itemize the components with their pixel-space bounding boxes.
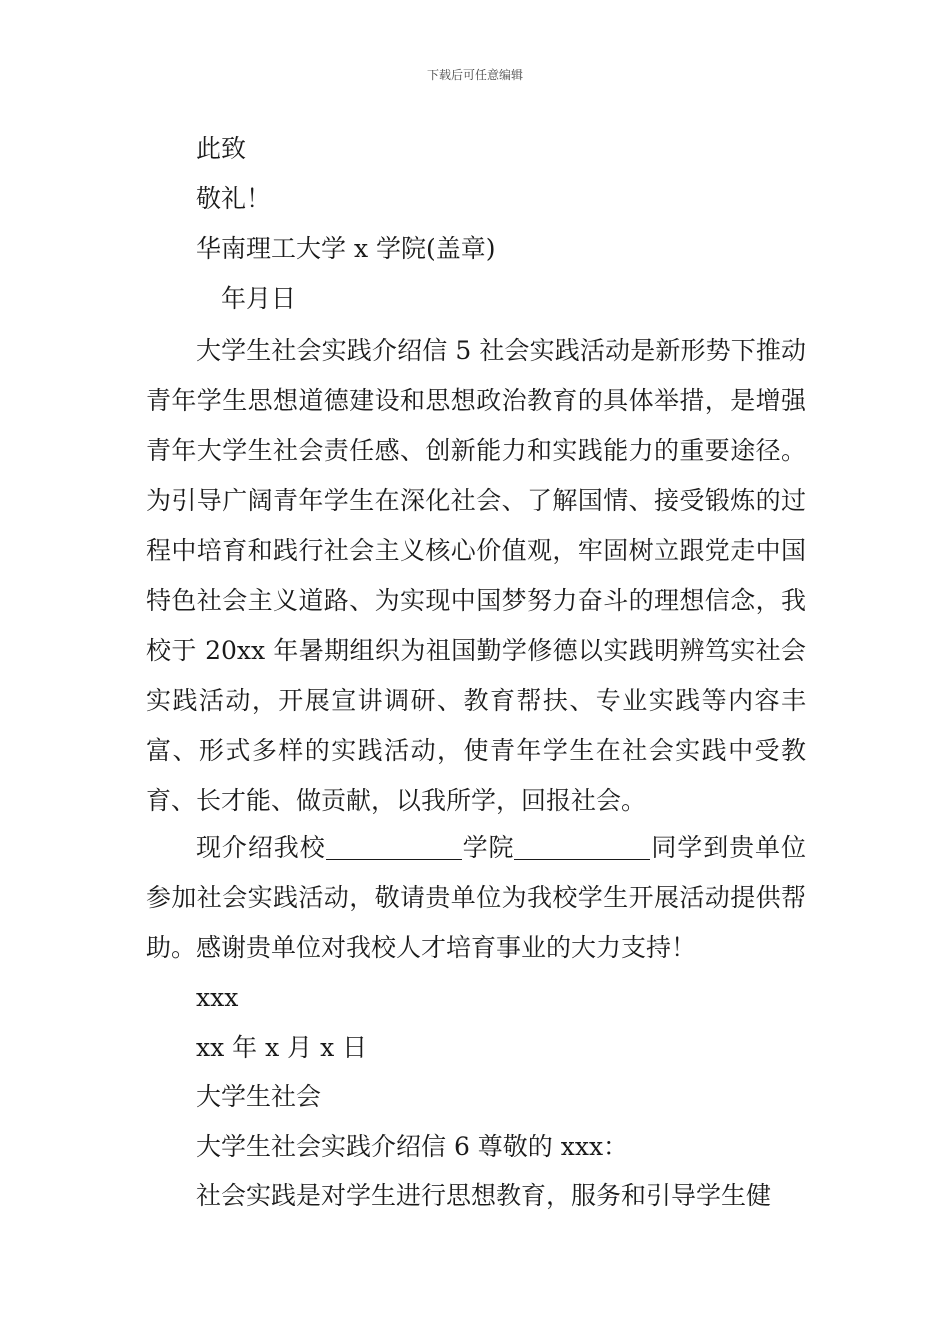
salutation-line-1: 此致: [196, 134, 247, 163]
page-header-note: 下载后可任意编辑: [426, 68, 523, 82]
paragraph-practice-intro: 大学生社会实践介绍信 5 社会实践活动是新形势下推动青年学生思想道德建设和思想政治教育的具体举措，是增强青年大学生社会责任感、创新能力和实践能力的重要途径。为引导广阔青年学生在深化社会、了解国情、接受锻炼的过程中培育和践行社会主义核心价值观，牢固树立跟党走中国特色社会主义道路、为实现中国梦努力奋斗的理想信念，我校于 20xx 年暑期组织为祖国勤学修德以实践明辨笃实社会实践活动，开展宣讲调研、教育帮扶、专业实践等内容丰富、形式多样的实践活动，使青年学生在社会实践中受教育、长才能、做贡献，以我所学，回报社会。: [146, 336, 806, 815]
intro-text-part-2: 学院: [461, 833, 515, 862]
blank-college-field: [326, 833, 462, 860]
footer-line-4: 大学生社会实践介绍信 6 尊敬的 xxx：: [196, 1132, 629, 1161]
signer-line: xxx: [196, 983, 239, 1012]
salutation-line-2: 敬礼！: [196, 184, 272, 213]
date-line: 年月日: [221, 284, 297, 313]
paragraph-introduction: [146, 823, 806, 973]
footer-line-5: 社会实践是对学生进行思想教育，服务和引导学生健: [196, 1181, 772, 1210]
footer-date-line: xx 年 x 月 x 日: [196, 1033, 368, 1062]
intro-text-part-3: 同学到贵单位参加社会实践活动，敬请贵单位为我校学生开展活动提供帮助。感谢贵单位对我校人才培育事业的大力支持！: [146, 833, 806, 962]
footer-line-3: 大学生社会: [196, 1082, 322, 1111]
signature-line: 华南理工大学 x 学院(盖章): [196, 234, 496, 263]
blank-student-field: [514, 833, 650, 860]
intro-text-part-1: 现介绍我校: [196, 833, 326, 862]
